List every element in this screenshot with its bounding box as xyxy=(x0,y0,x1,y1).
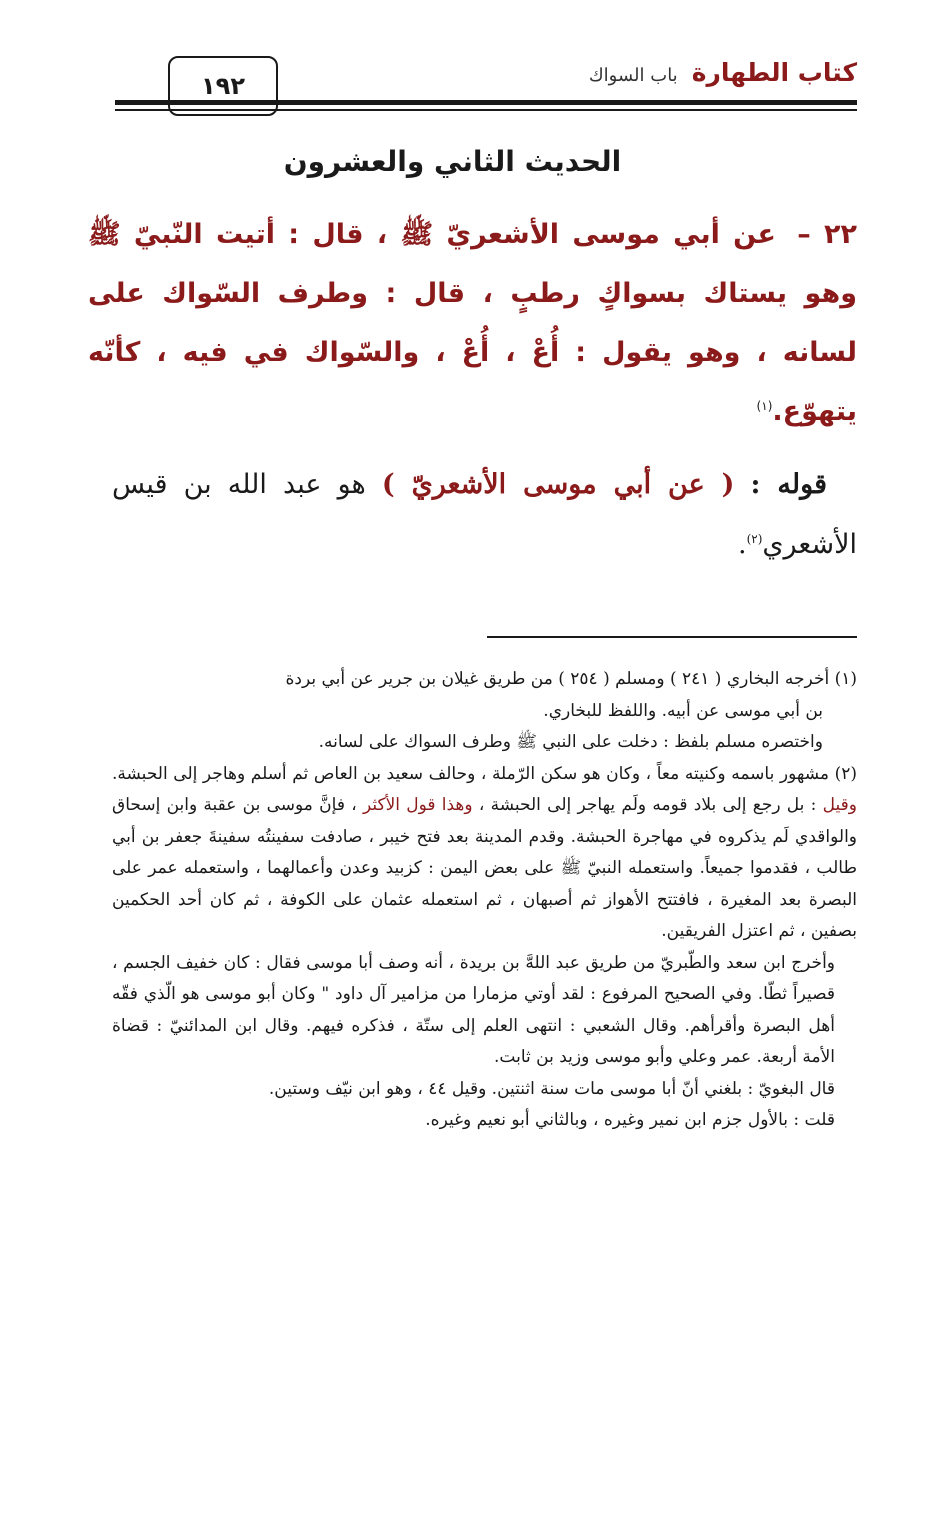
footnote-2-text: : بل رجع إلى بلاد قومه ولَم يهاجر إلى الحبشة ، xyxy=(478,795,817,815)
footnote-2-paragraph: وأخرج ابن سعد والطّبريّ من طريق عبد اللهَّ بن بريدة ، أنه وصف أبا موسى فقال : كان خفيف الجسم ، قصيراً ثطّا. وفي الصحيح المرفوع : لقد أوتي مزمارا من مزامير آل داود " وكان أبو موسى هو الّذي فقّه أهل البصرة وأقرأهم. وقال الشعبي : انتهى العلم إلى ستّة ، فذكره فيهم. وقال ابن المدائنيّ : قضاة الأمة أربعة. عمر وعلي وأبو موسى وزيد بن ثابت. xyxy=(112,952,835,1067)
footnote-2-paragraph: قال البغويّ : بلغني أنّ أبا موسى مات سنة اثنتين. وقيل ٤٤ ، وهو ابن نيّف وستين. xyxy=(268,1078,835,1099)
footnote-1-line: أخرجه البخاري ( ٢٤١ ) ومسلم ( ٢٥٤ ) من طريق غيلان بن جرير عن أبي بردة xyxy=(285,669,830,689)
footnote-1 xyxy=(112,664,857,759)
footnote-2 xyxy=(112,759,857,1137)
footnote-2-paragraph: قلت : بالأول جزم ابن نمير وغيره ، وبالثاني أبو نعيم وغيره. xyxy=(425,1110,835,1130)
footnote-1-number: (١) xyxy=(834,669,857,689)
footnote-ref-2[interactable]: (٢) xyxy=(746,532,763,546)
page-number: ١٩٢ xyxy=(168,56,278,116)
hadith-heading: الحديث الثاني والعشرون xyxy=(283,145,622,178)
footnote-2-text: ، فإنَّ موسى بن عقبة وابن إسحاق والواقدي لَم يذكروه في مهاجرة الحبشة. وقدم المدينة بعد فتح خيبر ، صادفت سفينتُه سفينةَ جعفر بن أبي طالب ، فقدموا جميعاً. واستعمله النبيّ ﷺ على بعض اليمن : كزبيد وعدن وأعمالهما ، واستعمله عمر على البصرة بعد المغيرة ، فافتتح الأهواز ثم أصبهان ، ثم استعمله عثمان على الكوفة ، ثم كان أحد الحكمين بصفين ، ثم اعتزل الفريقين. xyxy=(112,795,857,941)
footnote-1-line: بن أبي موسى عن أبيه. واللفظ للبخاري. xyxy=(543,700,823,721)
commentary-text: هو عبد الله بن قيس الأشعري xyxy=(112,469,857,560)
footnote-1-line: واختصره مسلم بلفظ : دخلت على النبي ﷺ وطرف السواك على لسانه. xyxy=(318,732,823,752)
footnote-2-highlight: وهذا قول الأكثر xyxy=(362,795,473,815)
commentary-end: . xyxy=(737,529,747,560)
header-rule xyxy=(115,100,857,105)
header-rule-thin xyxy=(115,109,857,111)
footnote-2-text: مشهور باسمه وكنيته معاً ، وكان هو سكن الرّملة ، وحالف سعيد بن العاص ثم أسلم وهاجر إلى الحبشة. xyxy=(112,763,829,784)
commentary-paragraph xyxy=(112,455,857,575)
footnotes xyxy=(112,664,857,1137)
footnote-2-number: (٢) xyxy=(834,763,858,784)
chapter-title: باب السواك xyxy=(588,65,678,86)
footnote-ref-1[interactable]: (١) xyxy=(756,399,773,413)
running-header xyxy=(589,58,857,87)
book-title: كتاب الطهارة xyxy=(691,58,857,87)
hadith-number: ٢٢ – xyxy=(797,219,858,250)
hadith-text: عن أبي موسى الأشعريّ ﷺ ، قال : أتيت النّبيّ ﷺ وهو يستاك بسواكٍ رطبٍ ، قال : وطرف السّواك على لسانه ، وهو يقول : أُعْ ، أُعْ ، والسّواك في فيه ، كأنّه يتهوّع. xyxy=(88,219,857,427)
footnote-2-highlight: وقيل xyxy=(822,795,858,815)
footnote-separator xyxy=(487,636,857,638)
commentary-lead: قوله : xyxy=(750,469,827,500)
commentary-quote: ( عن أبي موسى الأشعريّ ) xyxy=(381,469,735,500)
hadith-text-block xyxy=(88,205,857,441)
